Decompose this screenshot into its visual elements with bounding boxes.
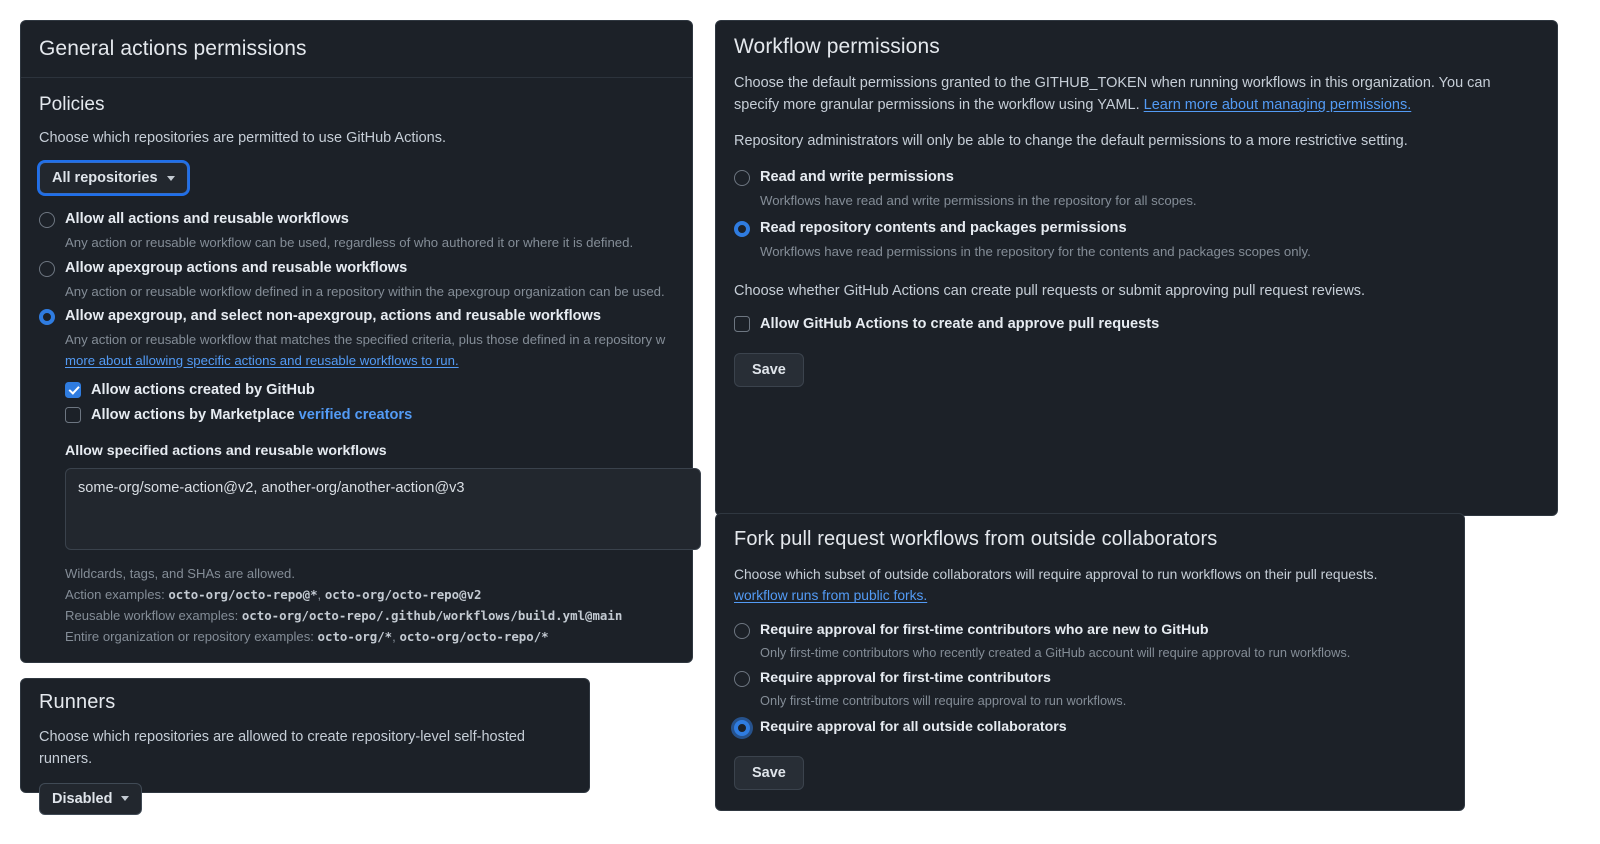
radio-allow-select[interactable] xyxy=(39,309,55,325)
fork-approval-radio-group xyxy=(734,621,1446,738)
chevron-down-icon xyxy=(121,796,129,801)
policy-option-allow-select[interactable] xyxy=(39,307,674,370)
workflow-panel-body xyxy=(716,21,1557,387)
policy-option-allow-all[interactable] xyxy=(39,210,674,252)
fork-panel-title: Fork pull request workflows from outside collaborators xyxy=(734,528,1218,550)
runners-panel-title: Runners xyxy=(39,691,116,713)
workflow-option-read-contents-sub: Workflows have read permissions in the repository for the contents and packages scopes only. xyxy=(760,243,1311,259)
runners-scope-dropdown[interactable] xyxy=(39,783,142,815)
fork-option-new-to-github[interactable] xyxy=(734,621,1446,662)
fork-panel-body xyxy=(716,514,1464,790)
workflow-option-read-write-sub: Workflows have read and write permissions in the repository for all scopes. xyxy=(760,193,1197,209)
checkbox-allow-create-approve-pr[interactable] xyxy=(734,316,750,332)
workflow-option-read-contents[interactable] xyxy=(734,219,1539,261)
checkbox-allow-github-created[interactable] xyxy=(65,382,81,398)
runners-description: Choose which repositories are allowed to create repository-level self-hosted runners. xyxy=(39,729,525,768)
radio-first-time-new-to-github[interactable] xyxy=(734,623,750,639)
specified-actions-help xyxy=(65,563,674,648)
workflow-permissions-panel xyxy=(715,20,1558,516)
policy-option-allow-all-label: Allow all actions and reusable workflows xyxy=(65,211,349,228)
policy-option-allow-org-sub: Any action or reusable workflow defined in a repository within the apexgroup organization can be used. xyxy=(65,283,665,299)
help-line-org-examples: Entire organization or repository examples: octo-org/*, octo-org/octo-repo/* xyxy=(65,629,549,645)
general-panel-title: General actions permissions xyxy=(39,37,307,60)
help-line-wildcards: Wildcards, tags, and SHAs are allowed. xyxy=(65,565,295,581)
chevron-down-icon xyxy=(167,176,175,181)
specified-actions-textarea[interactable] xyxy=(65,468,701,550)
help-line-action-examples: Action examples: octo-org/octo-repo@*, octo-org/octo-repo@v2 xyxy=(65,586,482,602)
fork-option-new-to-github-sub: Only first-time contributors who recently created a GitHub account will require approval to run workflows. xyxy=(760,644,1351,660)
fork-save-button[interactable]: Save xyxy=(734,756,804,790)
workflow-option-read-write[interactable] xyxy=(734,168,1539,210)
workflow-description: Choose the default permissions granted to the GITHUB_TOKEN when running workflows in this organization. You can specify more granular permissions in the workflow using YAML. Learn more about managing permissions. xyxy=(734,75,1491,114)
fork-option-first-time-sub: Only first-time contributors will require approval to run workflows. xyxy=(760,693,1127,709)
workflow-save-button[interactable]: Save xyxy=(734,353,804,387)
checkbox-allow-marketplace[interactable] xyxy=(65,407,81,423)
checkbox-row-allow-create-approve-pr[interactable] xyxy=(734,316,1539,332)
policy-option-allow-org-label: Allow apexgroup actions and reusable workflows xyxy=(65,259,408,276)
allowed-actions-checkbox-group xyxy=(65,382,674,648)
runners-panel-body xyxy=(21,679,589,815)
workflow-permissions-radio-group xyxy=(734,168,1539,261)
fork-option-all-outside[interactable] xyxy=(734,718,1446,737)
actions-policy-radio-group xyxy=(39,210,674,370)
verified-creators-link[interactable]: verified creators xyxy=(298,406,413,423)
repository-scope-dropdown[interactable] xyxy=(39,162,188,194)
workflow-admin-note: Repository administrators will only be able to change the default permissions to a more restrictive setting. xyxy=(734,132,1408,149)
checkbox-row-marketplace[interactable] xyxy=(65,407,674,423)
general-actions-permissions-panel xyxy=(20,20,693,663)
general-panel-body xyxy=(21,78,692,648)
fork-option-first-time[interactable] xyxy=(734,669,1446,710)
runners-panel xyxy=(20,678,590,807)
learn-more-specific-actions-link[interactable]: more about allowing specific actions and reusable workflows to run. xyxy=(65,352,459,368)
fork-description: Choose which subset of outside collaborators will require approval to run workflows on their pull requests. workflow runs from public forks. xyxy=(734,567,1378,604)
checkbox-allow-github-created-label: Allow actions created by GitHub xyxy=(91,381,315,398)
policy-option-allow-all-sub: Any action or reusable workflow can be used, regardless of who authored it or where it is defined. xyxy=(65,235,634,251)
policy-option-allow-select-sub: Any action or reusable workflow that matches the specified criteria, plus those defined in a repository w xyxy=(65,332,666,348)
policy-option-allow-select-label: Allow apexgroup, and select non-apexgroup, actions and reusable workflows xyxy=(65,308,602,325)
specified-actions-field-label: Allow specified actions and reusable workflows xyxy=(65,442,387,459)
workflow-option-read-contents-label: Read repository contents and packages permissions xyxy=(760,219,1127,236)
policies-description: Choose which repositories are permitted to use GitHub Actions. xyxy=(39,130,447,146)
general-panel-header xyxy=(21,21,692,78)
runners-scope-dropdown-label: Disabled xyxy=(52,790,113,807)
radio-allow-org[interactable] xyxy=(39,261,55,277)
workflow-option-read-write-label: Read and write permissions xyxy=(760,169,954,186)
fork-option-all-outside-label: Require approval for all outside collaborators xyxy=(760,719,1067,736)
workflow-panel-title: Workflow permissions xyxy=(734,35,940,58)
radio-all-outside-collaborators[interactable] xyxy=(734,720,750,736)
checkbox-allow-marketplace-label: Allow actions by Marketplace verified creators xyxy=(91,406,413,423)
pull-request-question: Choose whether GitHub Actions can create pull requests or submit approving pull request reviews. xyxy=(734,283,1366,300)
fork-option-new-to-github-label: Require approval for first-time contributors who are new to GitHub xyxy=(760,621,1209,638)
radio-allow-all[interactable] xyxy=(39,212,55,228)
policy-option-allow-org[interactable] xyxy=(39,259,674,301)
checkbox-row-github-actions[interactable] xyxy=(65,382,674,398)
checkbox-allow-create-approve-pr-label: Allow GitHub Actions to create and approve pull requests xyxy=(760,315,1160,332)
policies-heading: Policies xyxy=(39,94,105,115)
radio-read-contents-packages[interactable] xyxy=(734,221,750,237)
repository-scope-dropdown-label: All repositories xyxy=(52,170,158,187)
fork-pull-request-workflows-panel xyxy=(715,513,1465,811)
help-line-reusable-examples: Reusable workflow examples: octo-org/octo-repo/.github/workflows/build.yml@main xyxy=(65,608,623,624)
radio-first-time-contributors[interactable] xyxy=(734,671,750,687)
radio-read-write-permissions[interactable] xyxy=(734,170,750,186)
workflow-runs-public-forks-link[interactable]: workflow runs from public forks. xyxy=(734,588,928,604)
fork-option-first-time-label: Require approval for first-time contributors xyxy=(760,670,1051,687)
learn-more-managing-permissions-link[interactable]: Learn more about managing permissions. xyxy=(1143,97,1412,114)
